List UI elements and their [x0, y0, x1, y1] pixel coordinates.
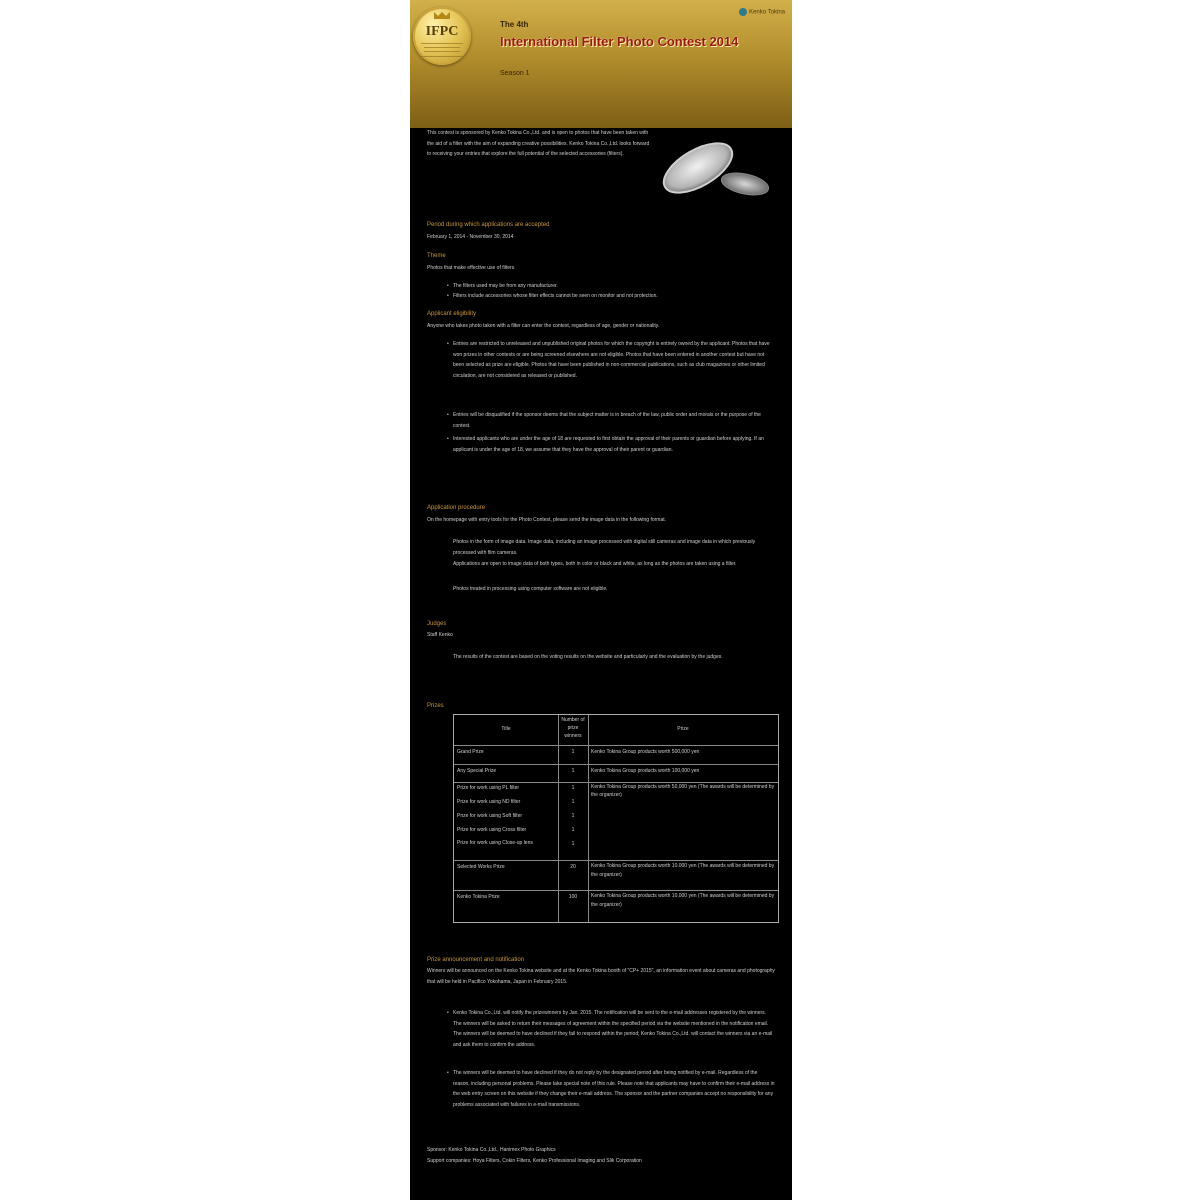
publisher-logo-icon — [739, 8, 747, 16]
section-heading-prizes: Prizes — [427, 703, 444, 709]
list-item: • Filters include accessories whose filter effects cannot be seen on monitor and not protection. — [453, 291, 773, 302]
theme-text: Photos that make effective use of filters. — [427, 265, 516, 271]
edition-label: The 4th — [500, 20, 529, 29]
list-item: • The winners will be deemed to have declined if they do not reply by the designated period after being notified by e-mail. Regardless of the reason, including personal problems. Please take special note of this rule. Please note that applicants may have to confirm their e-mail address in the web entry screen on this website if they change their e-mail address. The sponsor and the partner companies accept no responsibility for any problems associated with failures in e-mail transmissions. — [453, 1068, 775, 1110]
eligibility-text: Anyone who takes photo taken with a filter can enter the contest, regardless of age, gender or nationality. — [427, 323, 660, 329]
section-heading-announcement: Prize announcement and notification — [427, 957, 525, 963]
table-row: Selected Works Prize 20 Kenko Tokina Group products worth 10,000 yen (The awards will be determined by the organizer) — [454, 860, 778, 861]
section-heading-judges: Judges — [427, 621, 447, 627]
contest-seal-logo: IFPC — [413, 7, 471, 117]
table-header-count: Number of prize winners — [561, 717, 585, 739]
table-row: Any Special Prize 1 Kenko Tokina Group products worth 100,000 yen — [454, 764, 778, 765]
period-dates: February 1, 2014 - November 30, 2014 — [427, 234, 514, 240]
table-row: Grand Prize 1 Kenko Tokina Group products worth 500,000 yen — [454, 745, 778, 746]
judges-note: The results of the contest are based on the voting results on the website and particularly and the evaluation by the judges. — [453, 654, 723, 660]
procedure-text: On the homepage with entry tools for the Photo Contest, please send the image data in the following format. — [427, 517, 667, 523]
table-header-title: Title — [501, 726, 511, 732]
section-heading-theme: Theme — [427, 253, 446, 259]
procedure-item: Photos in the form of image data. Image data, including an image processed with digital still cameras and image data in which previously processed with film cameras. — [453, 539, 756, 556]
section-heading-procedure: Application procedure — [427, 505, 486, 511]
page-header — [410, 0, 792, 128]
procedure-item: Photos treated in processing using computer software are not eligible. — [453, 586, 608, 592]
contest-page — [410, 0, 792, 1200]
filter-product-image — [650, 136, 780, 206]
judges-text: Staff Kenko — [427, 632, 453, 638]
sponsor-line: Sponsor: Kenko Tokina Co.,Ltd., Hanimex Photo Graphics — [427, 1147, 556, 1153]
procedure-item: Applications are open to image data of both types, both in color or black and white, as long as the photos are taken using a filter. — [453, 561, 737, 567]
section-heading-period: Period during which applications are accepted — [427, 222, 550, 228]
prize-table — [453, 714, 779, 923]
announcement-text: Winners will be announced on the Kenko Tokina website and at the Kenko Tokina booth of "CP+ 2015", an information event about cameras and photography that will be held in Pacifico Yokohama, Japan in February 2015. — [427, 968, 775, 985]
page-content — [410, 128, 792, 1200]
season-label: Season 1 — [500, 70, 530, 77]
intro-text: This contest is sponsored by Kenko Tokina Co.,Ltd. and is open to photos that have been taken with the aid of a filter with the aim of expanding creative possibilities. Kenko Tokina Co.,Ltd. looks forward to receiving your entries that explore the full potential of the selected accessories (filters). — [427, 130, 650, 158]
section-heading-eligibility: Applicant eligibility — [427, 311, 477, 317]
list-item: • Kenko Tokina Co.,Ltd. will notify the prizewinners by Jan. 2015. The notification will be sent to the e-mail addresses registered by the winners. The winners will be asked to return their messages of agreement within the specified period via the website mentioned in the notification email. The winners will be deemed to have declined if they fail to respond within the period; Kenko Tokina Co.,Ltd. will contact the winners via an e-mail and ask them to confirm the address. — [453, 1008, 775, 1050]
list-item: • Entries are restricted to unreleased and unpublished original photos for which the copyright is entirely owned by the applicant. Photos that have won prizes in other contests or are being screened elsewhere are not eligible. Photos that have been entered in another contest but have not been selected as prize are eligible. Photos that have been published in non-commercial publications, such as club magazines or other limited circulation, are not considered as released or published. — [453, 339, 775, 381]
list-item: • Entries will be disqualified if the sponsor deems that the subject matter is in breach of the law, public order and morals or the purpose of the contest. — [453, 410, 775, 431]
table-row: Prize for work using PL filter 1 Kenko Tokina Group products worth 50,000 yen (The awards will be determined by the organizer) Prize for work using ND filter 1 Prize for work using Soft filter 1 Prize for work using Cross filter 1 Prize for work using Close-up lens 1 — [454, 782, 778, 783]
table-header-prize: Prize — [677, 726, 689, 732]
list-item: • The filters used may be from any manufacturer. — [453, 281, 773, 292]
list-item: • Interested applicants who are under the age of 18 are requested to first obtain the approval of their parents or guardian before applying. If an applicant is under the age of 18, we assume that they have the approval of their parent or guardian. — [453, 434, 775, 455]
page-title: International Filter Photo Contest 2014 — [500, 34, 739, 49]
table-row: Kenko Tokina Prize 100 Kenko Tokina Group products worth 10,000 yen (The awards will be determined by the organizer) — [454, 890, 778, 891]
support-companies-line: Support companies: Hoya Filters, Cokin Filters, Kenko Professional Imaging and Slik Corporation — [427, 1158, 642, 1164]
publisher-link[interactable]: Kenko Tokina — [739, 8, 785, 16]
